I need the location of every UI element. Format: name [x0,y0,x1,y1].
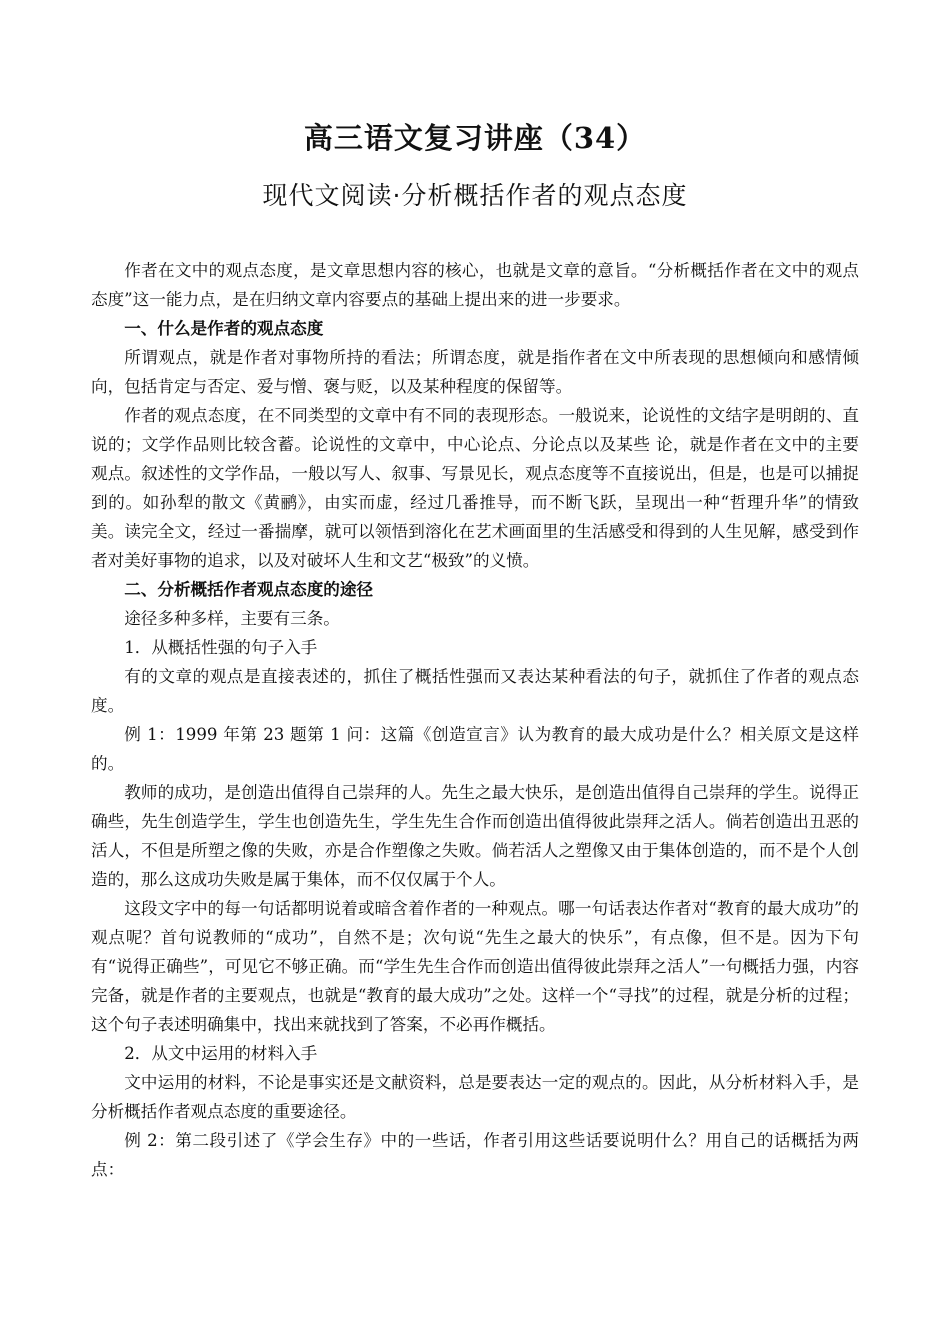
paragraph: 有的文章的观点是直接表述的，抓住了概括性强而又表达某种看法的句子，就抓住了作者的观点态度。 [91,667,859,715]
paragraph: 这段文字中的每一句话都明说着或暗含着作者的一种观点。哪一句话表达作者对“教育的最大成功”的观点呢？首句说教师的“成功”，自然不是；次句说“先生之最大的快乐”，有点像，但不是。因为下句有“说得正确些”，可见它不够正确。而“学生先生合作而创造出值得彼此崇拜之活人”一句概括力强，内容完备，就是作者的主要观点，也就是“教育的最大成功”之处。这样一个“寻找”的过程，就是分析的过程；这个句子表述明确集中，找出来就找到了答案，不必再作概括。 [91,899,859,1034]
paragraph: 作者的观点态度，在不同类型的文章中有不同的表现形态。一般说来，论说性的文结字是明朗的、直说的；文学作品则比较含蓄。论说性的文章中，中心论点、分论点以及某些 论，就是作者在文中的主要观点。叙述性的文学作品，一般以写人、叙事、写景见长，观点态度等不直接说出，但是，也是可以捕捉到的。如孙犁的散文《黄鹂》，由实而虚，经过几番推导，而不断飞跃，呈现出一种“哲理升华”的情致美。读完全文，经过一番揣摩，就可以领悟到溶化在艺术画面里的生活感受和得到的人生见解，感受到作者对美好事物的追求，以及对破坏人生和文艺“极致”的义愤。 [91,406,859,570]
paragraph: 所谓观点，就是作者对事物所持的看法；所谓态度，就是指作者在文中所表现的思想倾向和感情倾向，包括肯定与否定、爱与憎、褒与贬，以及某种程度的保留等。 [91,348,859,396]
page-title: 高三语文复习讲座（34） [303,121,647,155]
paragraph: 例 1：1999 年第 23 题第 1 问：这篇《创造宣言》认为教育的最大成功是什么？相关原文是这样的。 [91,725,859,773]
page-subtitle: 现代文阅读·分析概括作者的观点态度 [262,181,688,210]
section-heading: 一、什么是作者的观点态度 [124,318,324,338]
document-body [91,256,859,1184]
paragraph: 途径多种多样，主要有三条。 [124,609,340,628]
paragraph: 例 2：第二段引述了《学会生存》中的一些话，作者引用这些话要说明什么？用自己的话概括为两点： [91,1131,859,1179]
paragraph: 作者在文中的观点态度，是文章思想内容的核心，也就是文章的意旨。“分析概括作者在文中的观点态度”这一能力点，是在归纳文章内容要点的基础上提出来的进一步要求。 [91,261,859,309]
paragraph: 教师的成功，是创造出值得自己崇拜的人。先生之最大快乐，是创造出值得自己崇拜的学生。说得正确些，先生创造学生，学生也创造先生，学生先生合作而创造出值得彼此崇拜之活人。倘若创造出丑恶的活人，不但是所塑之像的失败，亦是合作塑像之失败。倘若活人之塑像又由于集体创造的，而不是个人创造的，那么这成功失败是属于集体，而不仅仅属于个人。 [91,783,859,889]
section-heading: 二、分析概括作者观点态度的途径 [124,579,374,599]
paragraph: 文中运用的材料，不论是事实还是文献资料，总是要表达一定的观点的。因此，从分析材料入手，是分析概括作者观点态度的重要途径。 [91,1073,859,1121]
paragraph: 1．从概括性强的句子入手 [124,638,318,657]
paragraph: 2．从文中运用的材料入手 [124,1044,318,1063]
